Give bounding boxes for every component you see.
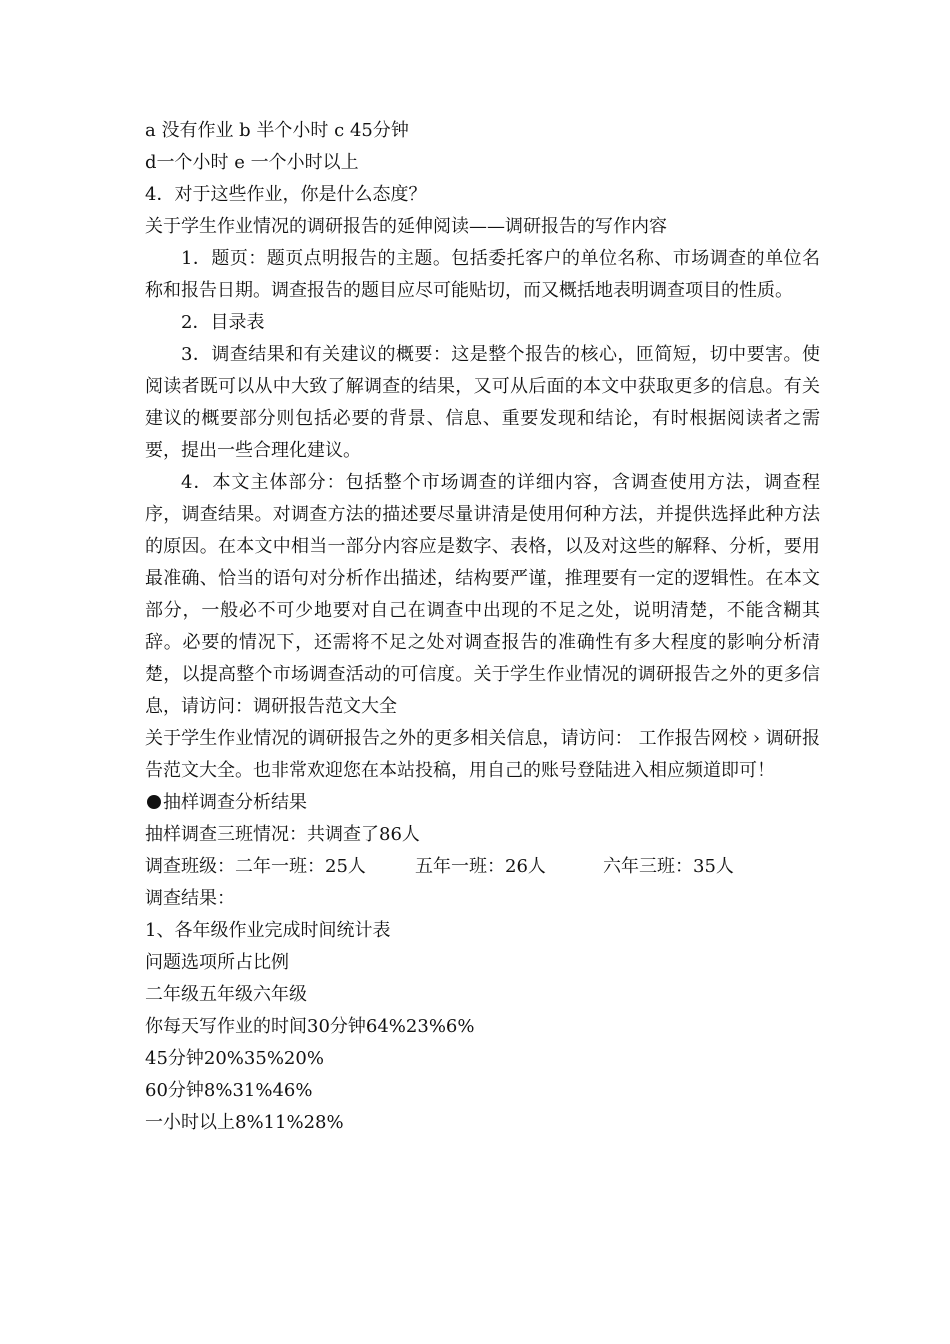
options-line-2: d一个小时 e 一个小时以上 bbox=[145, 152, 359, 173]
results-label: 调查结果： bbox=[145, 888, 235, 909]
bullet-icon bbox=[147, 795, 161, 809]
table-header-1: 问题选项所占比例 bbox=[145, 952, 289, 973]
survey-classes bbox=[145, 851, 820, 883]
document-page bbox=[145, 115, 820, 1139]
survey-heading-text: 抽样调查分析结果 bbox=[163, 792, 307, 813]
item-title-page: 1．题页：题页点明报告的主题。包括委托客户的单位名称、市场调查的单位名称和报告日期。调查报告的题目应尽可能贴切，而又概括地表明调查项目的性质。 bbox=[145, 248, 820, 301]
table-header-2: 二年级五年级六年级 bbox=[145, 984, 307, 1005]
question-4: 4．对于这些作业，你是什么态度？ bbox=[145, 184, 427, 205]
class-6-3: 六年三班：35人 bbox=[603, 856, 734, 877]
class-2-1: 调查班级：二年一班：25人 bbox=[145, 856, 366, 877]
item-summary: 3．调查结果和有关建议的概要：这是整个报告的核心，匝简短，切中要害。使阅读者既可以从中大致了解调查的结果，又可从后面的本文中获取更多的信息。有关建议的概要部分则包括必要的背景、信息、重要发现和结论，有时根据阅读者之需要，提出一些合理化建议。 bbox=[145, 344, 820, 461]
class-5-1: 五年一班：26人 bbox=[415, 856, 546, 877]
table-row: 一小时以上8%11%28% bbox=[145, 1112, 344, 1133]
item-table-of-contents: 2．目录表 bbox=[181, 312, 265, 333]
table-row: 你每天写作业的时间30分钟64%23%6% bbox=[145, 1016, 475, 1037]
table-row: 45分钟20%35%20% bbox=[145, 1048, 324, 1069]
survey-summary: 抽样调查三班情况：共调查了86人 bbox=[145, 824, 420, 845]
footer-info-paragraph: 关于学生作业情况的调研报告之外的更多相关信息，请访问： 工作报告网校 › 调研报告范文大全。也非常欢迎您在本站投稿，用自己的账号登陆进入相应频道即可！ bbox=[145, 728, 820, 781]
table-row: 60分钟8%31%46% bbox=[145, 1080, 313, 1101]
survey-heading bbox=[145, 787, 820, 819]
item-main-body: 4．本文主体部分：包括整个市场调查的详细内容，含调查使用方法，调查程序，调查结果。对调查方法的描述要尽量讲清是使用何种方法，并提供选择此种方法的原因。在本文中相当一部分内容应是数字、表格，以及对这些的解释、分析，要用最准确、恰当的语句对分析作出描述，结构要严谨，推理要有一定的逻辑性。在本文部分，一般必不可少地要对自己在调查中出现的不足之处，说明清楚，不能含糊其辞。必要的情况下，还需将不足之处对调查报告的准确性有多大程度的影响分析清楚，以提高整个市场调查活动的可信度。关于学生作业情况的调研报告之外的更多信息，请访问：调研报告范文大全 bbox=[145, 472, 820, 717]
options-line-1: a 没有作业 b 半个小时 c 45分钟 bbox=[145, 120, 409, 141]
table-title: 1、各年级作业完成时间统计表 bbox=[145, 920, 391, 941]
extended-reading-title: 关于学生作业情况的调研报告的延伸阅读——调研报告的写作内容 bbox=[145, 216, 667, 237]
